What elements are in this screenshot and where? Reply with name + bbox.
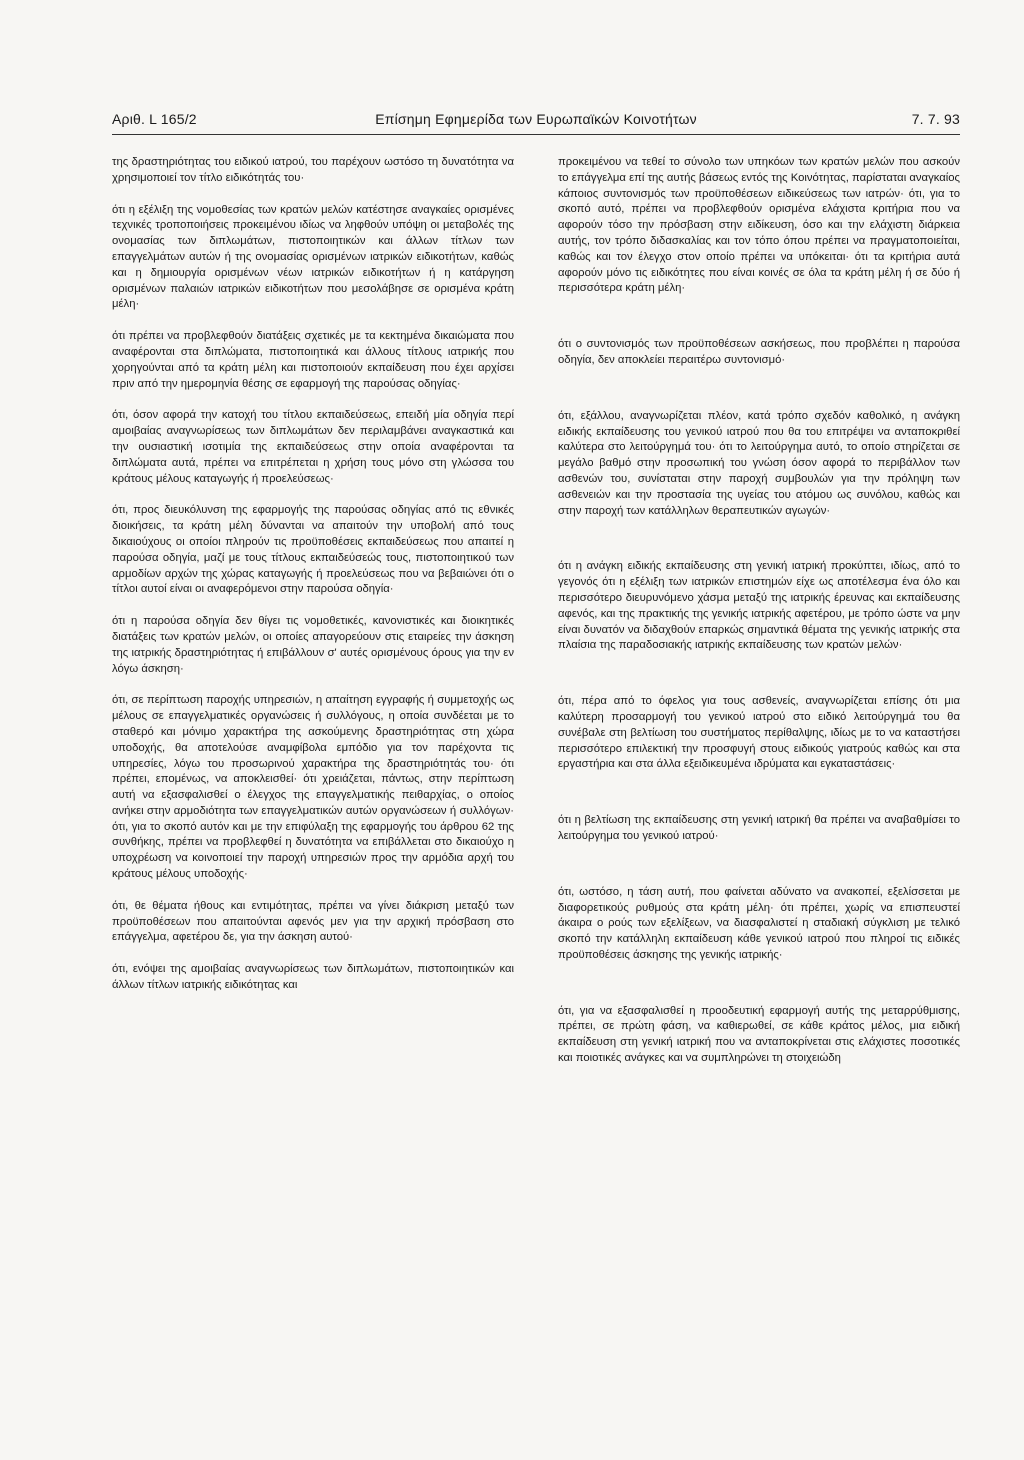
paragraph: ότι, πέρα από το όφελος για τους ασθενείς, αναγνωρίζεται επίσης ότι μια καλύτερη προσαρμογή του γενικού ιατρού στο ειδικό λειτούργημά του θα συνέβαλε στη βελτίωση του συστήματος περίθαλψης, ιδίως με το να καταστήσει περισσότερο επιλεκτική την προσφυγή στους ειδικούς γιατρούς καθώς και στα εργαστήρια και στα άλλα εξειδικευμένα ιδρύματα και εγκαταστάσεις· bbox=[558, 695, 960, 771]
journal-title: Επίσημη Εφημερίδα των Ευρωπαϊκών Κοινοτήτων bbox=[375, 111, 697, 127]
paragraph: ότι η εξέλιξη της νομοθεσίας των κρατών μελών κατέστησε αναγκαίες ορισμένες τεχνικές τροποποιήσεις προκειμένου ιδίως να ληφθούν υπόψη οι μεταβολές της ονομασίας των διπλωμάτων, πιστοποιητικών και άλλων τίτλων των επαγγελμάτων αυτών ή της ονομασίας ορισμένων ιατρικών ειδικοτήτων, καθώς και η δημιουργία ορισμένων νέων ιατρικών ειδικοτήτων ή η κατάργηση ορισμένων παλαιών ιατρικών ειδικοτήτων που μεσολάβησε σε ορισμένα κράτη μέλη· bbox=[112, 203, 514, 311]
right-column bbox=[558, 155, 960, 1107]
paragraph: ότι, ενόψει της αμοιβαίας αναγνωρίσεως των διπλωμάτων, πιστοποιητικών και άλλων τίτλων ιατρικής ειδικότητας και bbox=[112, 963, 514, 992]
paragraph: ότι η βελτίωση της εκπαίδευσης στη γενική ιατρική θα πρέπει να αναβαθμίσει το λειτούργημα του γενικού ιατρού· bbox=[558, 814, 960, 842]
page-header bbox=[112, 103, 960, 133]
paragraph: ότι η ανάγκη ειδικής εκπαίδευσης στη γενική ιατρική προκύπτει, ιδίως, από το γεγονός ότι η εξέλιξη των ιατρικών επιστημών είχε ως αποτέλεσμα ένα όλο και περισσότερο διευρυνόμενο χάσμα μεταξύ της ιατρικής έρευνας και εκπαίδευσης αφενός, και της πρακτικής της γενικής ιατρικής αφετέρου, με τρόπο ώστε να μην είναι δυνατόν να διδαχθούν επαρκώς σημαντικά θέματα της γενικής ιατρικής στα πλαίσια της παραδοσιακής ιατρικής εκπαίδευσης των κρατών μελών· bbox=[558, 560, 960, 652]
header-divider bbox=[112, 134, 960, 135]
left-column bbox=[112, 155, 514, 1010]
paragraph: ότι, ωστόσο, η τάση αυτή, που φαίνεται αδύνατο να ανακοπεί, εξελίσσεται με διαφορετικούς ρυθμούς στα κράτη μέλη· ότι πρέπει, χωρίς να επισπευστεί άκαιρα ο ρούς των εξελίξεων, να διασφαλιστεί η σταδιακή σύγκλιση με τελικό σκοπό την κατάλληλη εκπαίδευση κάθε γενικού ιατρού που πληροί τις ειδικές προϋποθέσεις άσκησης της γενικής ιατρικής· bbox=[558, 885, 960, 961]
paragraph: ότι, όσον αφορά την κατοχή του τίτλου εκπαιδεύσεως, επειδή μία οδηγία περί αμοιβαίας αναγνωρίσεως των διπλωμάτων δεν περιλαμβάνει αναγκαστικά και την ουσιαστική ισοτιμία της εκπαιδεύσεως στην οποία αναφέρονται τα διπλώματα αυτά, πρέπει να επιτρέπεται η χρήση τους μόνο στη γλώσσα του κράτους μέλους καταγωγής ή προελεύσεως· bbox=[112, 409, 514, 485]
paragraph: ότι η παρούσα οδηγία δεν θίγει τις νομοθετικές, κανονιστικές και διοικητικές διατάξεις των κρατών μελών, οι οποίες απαγορεύουν στις εταιρείες την άσκηση της ιατρικής δραστηριότητας ή επιβάλλουν σ' αυτές ορισμένους όρους για την εν λόγω άσκηση· bbox=[112, 615, 514, 675]
paragraph: ότι ο συντονισμός των προϋποθέσεων ασκήσεως, που προβλέπει η παρούσα οδηγία, δεν αποκλείει περαιτέρω συντονισμό· bbox=[558, 338, 960, 366]
paragraph: προκειμένου να τεθεί το σύνολο των υπηκόων των κρατών μελών που ασκούν το επάγγελμα επί της αυτής βάσεως εντός της Κοινότητας, παρίσταται αναγκαίος κάποιος συντονισμός των προϋποθέσεων ειδικεύσεως των ιατρών· ότι, για το σκοπό αυτό, πρέπει να προβλεφθούν ορισμένα ελάχιστα κριτήρια που να αφορούν τόσο την πρόσβαση στην ειδίκευση, όσο και την ελάχιστη διάρκεια αυτής, τον τρόπο διδασκαλίας και τον τόπο όπου πρέπει να πραγματοποιείται, καθώς και τον έλεγχο στον οποίο πρέπει να υπόκειται· ότι τα κριτήρια αυτά αφορούν μόνο τις ειδικότητες που είναι κοινές σε όλα τα κράτη μέλη ή σε δύο ή περισσότερα κράτη μέλη· bbox=[558, 156, 960, 295]
issue-date: 7. 7. 93 bbox=[911, 111, 960, 127]
paragraph: ότι, εξάλλου, αναγνωρίζεται πλέον, κατά τρόπο σχεδόν καθολικό, η ανάγκη ειδικής εκπαίδευσης του γενικού ιατρού που θα του επιτρέψει να ανταποκριθεί καλύτερα στο λειτούργημά του· ότι το λειτούργημα αυτό, το οποίο στηρίζεται σε μεγάλο βαθμό στην προσωπική του γνώση όσον αφορά το περιβάλλον των ασθενών του, συνίσταται στην παροχή συμβουλών για την πρόληψη των ασθενειών και την προστασία της υγείας του ατόμου ως συνόλου, καθώς και στην παροχή των κατάλληλων θεραπευτικών αγωγών· bbox=[558, 409, 960, 517]
paragraph: ότι, σε περίπτωση παροχής υπηρεσιών, η απαίτηση εγγραφής ή συμμετοχής ως μέλους σε επαγγελματικές οργανώσεις ή συλλόγους, η οποία συνδέεται με το σταθερό και μόνιμο χαρακτήρα της ασκούμενης δραστηριότητας στη χώρα υποδοχής, θα αποτελούσε αναμφίβολα εμπόδιο για τον παρέχοντα τις υπηρεσίες, λόγω του προσωρινού χαρακτήρα της δραστηριότητάς του· ότι πρέπει, επομένως, να αποκλεισθεί· ότι χρειάζεται, πάντως, στην περίπτωση αυτή να εξασφαλισθεί ο έλεγχος της επαγγελματικής πειθαρχίας, ο οποίος ανήκει στην αρμοδιότητα των επαγγελματικών αυτών οργανώσεων ή συλλόγων· ότι, για το σκοπό αυτόν και με την επιφύλαξη της εφαρμογής του άρθρου 62 της συνθήκης, πρέπει να προβλεφθεί η δυνατότητα να επιβάλλεται στο δικαιούχο η υποχρέωση να κοινοποιεί την παροχή υπηρεσιών προς την αρμόδια αρχή του κράτους μέλους υποδοχής· bbox=[112, 694, 514, 881]
paragraph: της δραστηριότητας του ειδικού ιατρού, του παρέχουν ωστόσο τη δυνατότητα να χρησιμοποιεί τον τίτλο ειδικότητάς του· bbox=[112, 156, 514, 184]
paragraph: ότι, προς διευκόλυνση της εφαρμογής της παρούσας οδηγίας από τις εθνικές διοικήσεις, τα κράτη μέλη δύνανται να απαιτούν την υποβολή από τους δικαιούχους οι οποίοι πληρούν τις προϋποθέσεις εκπαιδεύσεως που απαιτεί η παρούσα οδηγία, μαζί με τους τίτλους εκπαιδεύσεώς τους, πιστοποιητικού των αρμοδίων αρχών της χώρας καταγωγής ή προελεύσεως που να βεβαιώνει ότι ο τίτλοι αυτοί είναι οι αναφερόμενοι στην παρούσα οδηγία· bbox=[112, 504, 514, 596]
issue-number: Αριθ. L 165/2 bbox=[112, 111, 197, 127]
paragraph: ότι πρέπει να προβλεφθούν διατάξεις σχετικές με τα κεκτημένα δικαιώματα που αναφέρονται στα διπλώματα, πιστοποιητικά και άλλους τίτλους ιατρικής που χορηγούνται από τα κράτη μέλη και πιστοποιούν εκπαίδευση που έχει αρχίσει πριν από την ημερομηνία θέσης σε εφαρμογή της παρούσας οδηγίας· bbox=[112, 330, 514, 390]
paragraph: ότι, για να εξασφαλισθεί η προοδευτική εφαρμογή αυτής της μεταρρύθμισης, πρέπει, σε πρώτη φάση, να καθιερωθεί, σε κάθε κράτος μέλος, μια ειδική εκπαίδευση στη γενική ιατρική που να ανταποκρίνεται στις ελάχιστες ποσοτικές και ποιοτικές ανάγκες και να συμπληρώνει τη στοιχειώδη bbox=[558, 1004, 960, 1065]
paragraph: ότι, θε θέματα ήθους και εντιμότητας, πρέπει να γίνει διάκριση μεταξύ των προϋποθέσεων που απαιτούνται αφενός μεν για την αρχική πρόσβαση στο επάγγελμα, αφετέρου δε, για την άσκηση αυτού· bbox=[112, 899, 514, 944]
